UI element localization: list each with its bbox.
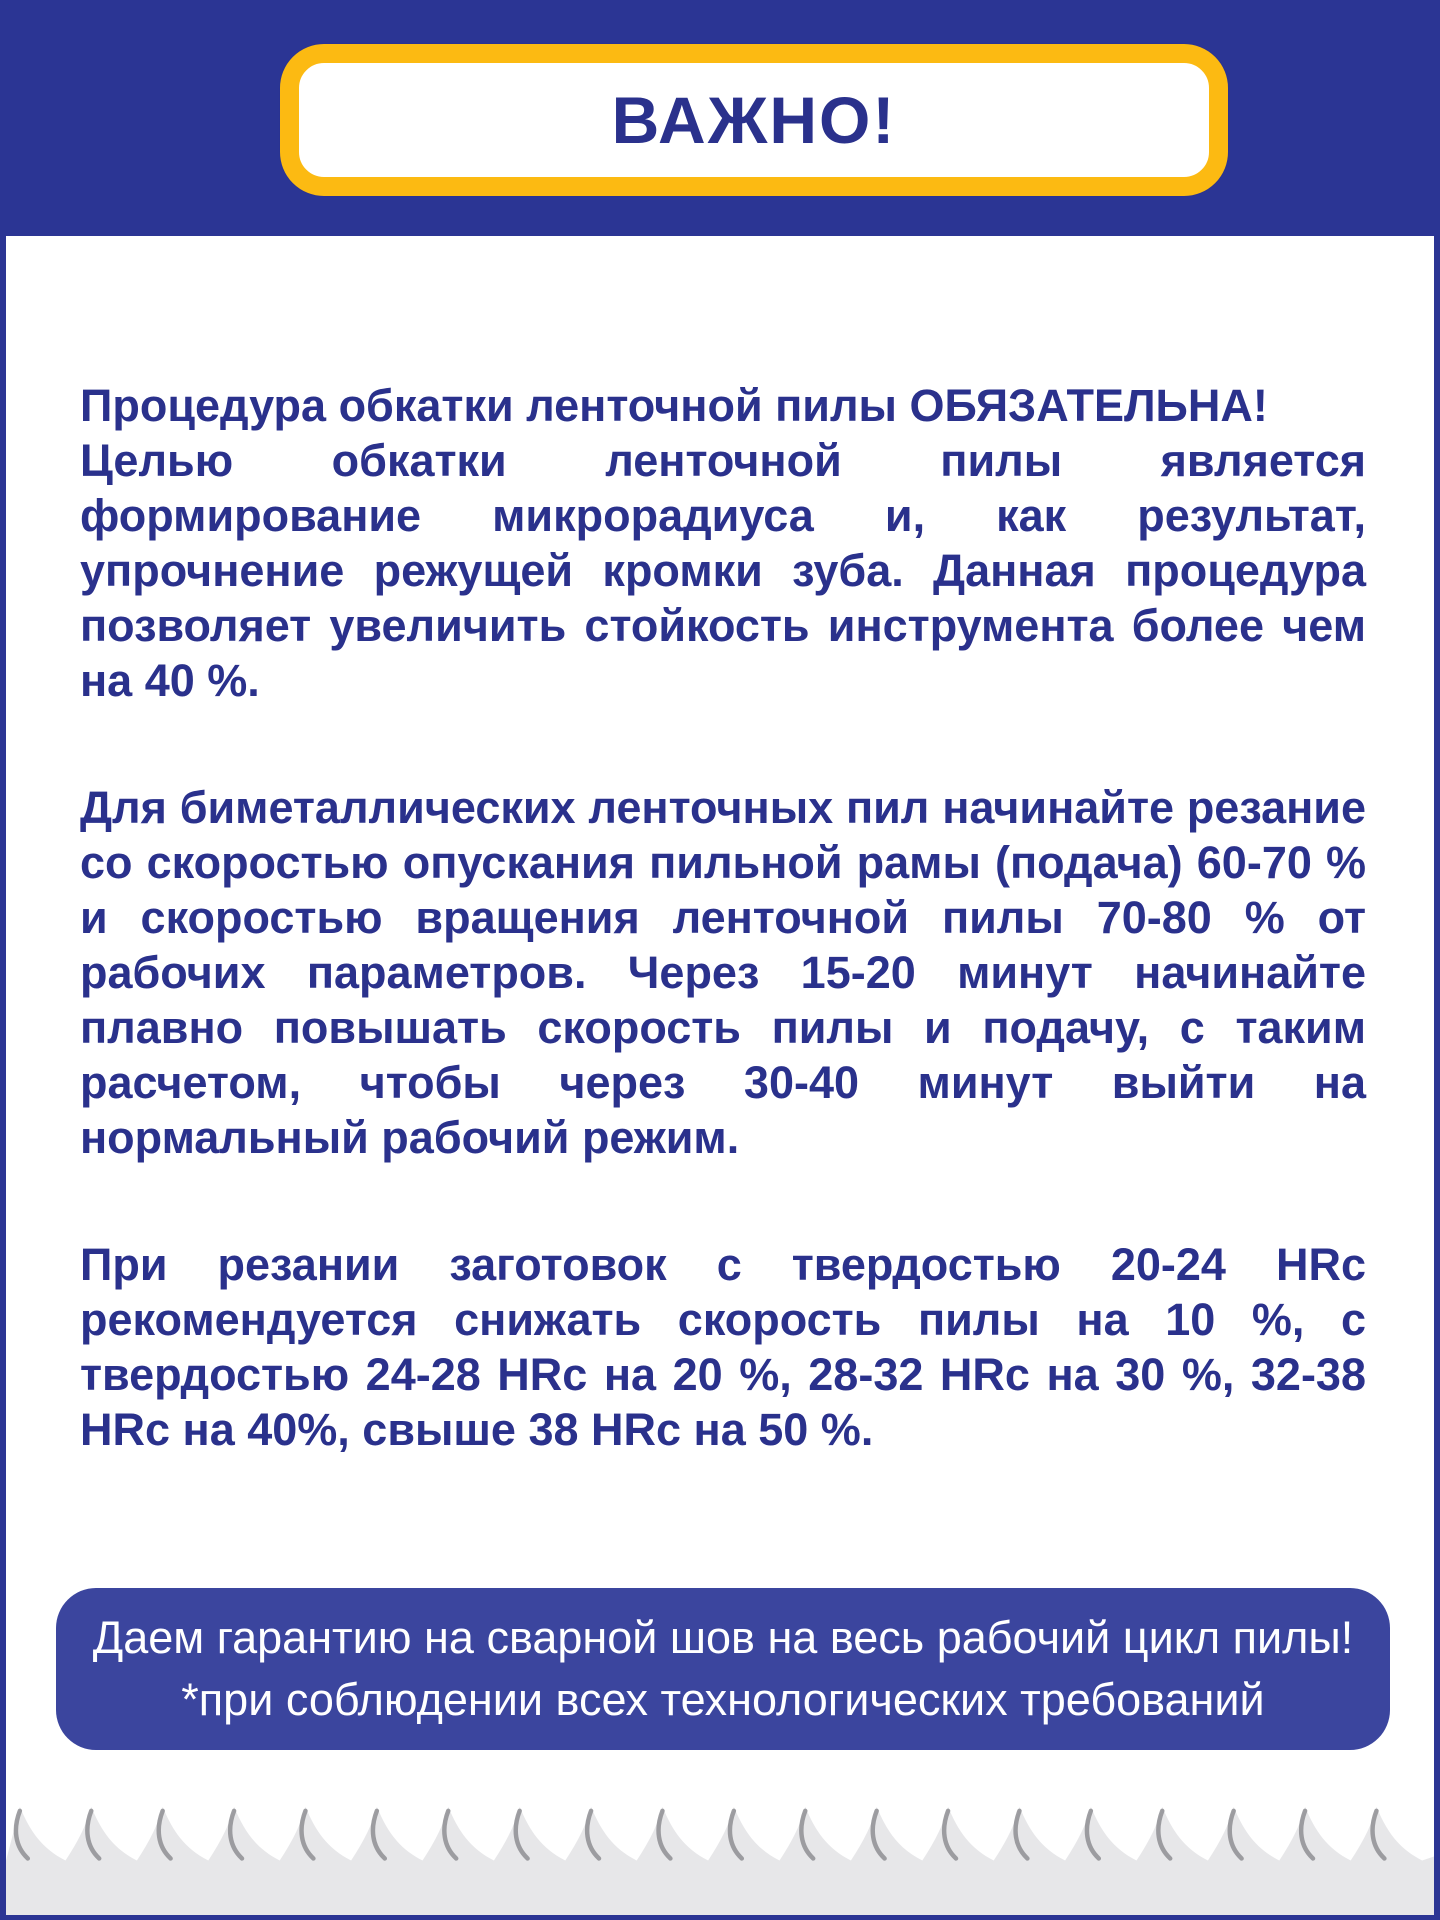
important-badge (280, 44, 1228, 196)
guarantee-line2: *при соблюдении всех технологических требований (181, 1674, 1265, 1725)
badge-label: ВАЖНО! (611, 83, 897, 157)
paragraph-break-in-line1: Процедура обкатки ленточной пилы ОБЯЗАТЕЛЬНА! (80, 380, 1268, 431)
header-band (0, 0, 1440, 236)
body-text (80, 236, 1366, 1457)
paragraph-bimetal-saws: Для биметаллических ленточных пил начинайте резание со скоростью опускания пильной рамы (подача) 60-70 % и скоростью вращения ленточной пилы 70-80 % от рабочих параметров. Через 15-20 минут начинайте плавно повышать скорость пилы и подачу, с таким расчетом, чтобы через 30-40 минут выйти на нормальный рабочий режим. (80, 782, 1366, 1163)
band-saw-blade-icon (6, 1791, 1434, 1915)
guarantee-line1: Даем гарантию на сварной шов на весь рабочий цикл пилы! (92, 1612, 1354, 1663)
paragraph-hardness-speeds: При резании заготовок с твердостью 20-24 HRc рекомендуется снижать скорость пилы на 10 %, с твердостью 24-28 HRc на 20 %, 28-32 HRc на 30 %, 32-38 HRc на 40%, свыше 38 HRc на 50 %. (80, 1239, 1366, 1455)
content-card (6, 236, 1434, 1915)
guarantee-banner (56, 1588, 1390, 1750)
paragraph-break-in (80, 378, 1366, 708)
paragraph-break-in-rest: Целью обкатки ленточной пилы является формирование микрорадиуса и, как результат, упрочнение режущей кромки зуба. Данная процедура позволяет увеличить стойкость инструмента более чем на 40 %. (80, 435, 1366, 706)
